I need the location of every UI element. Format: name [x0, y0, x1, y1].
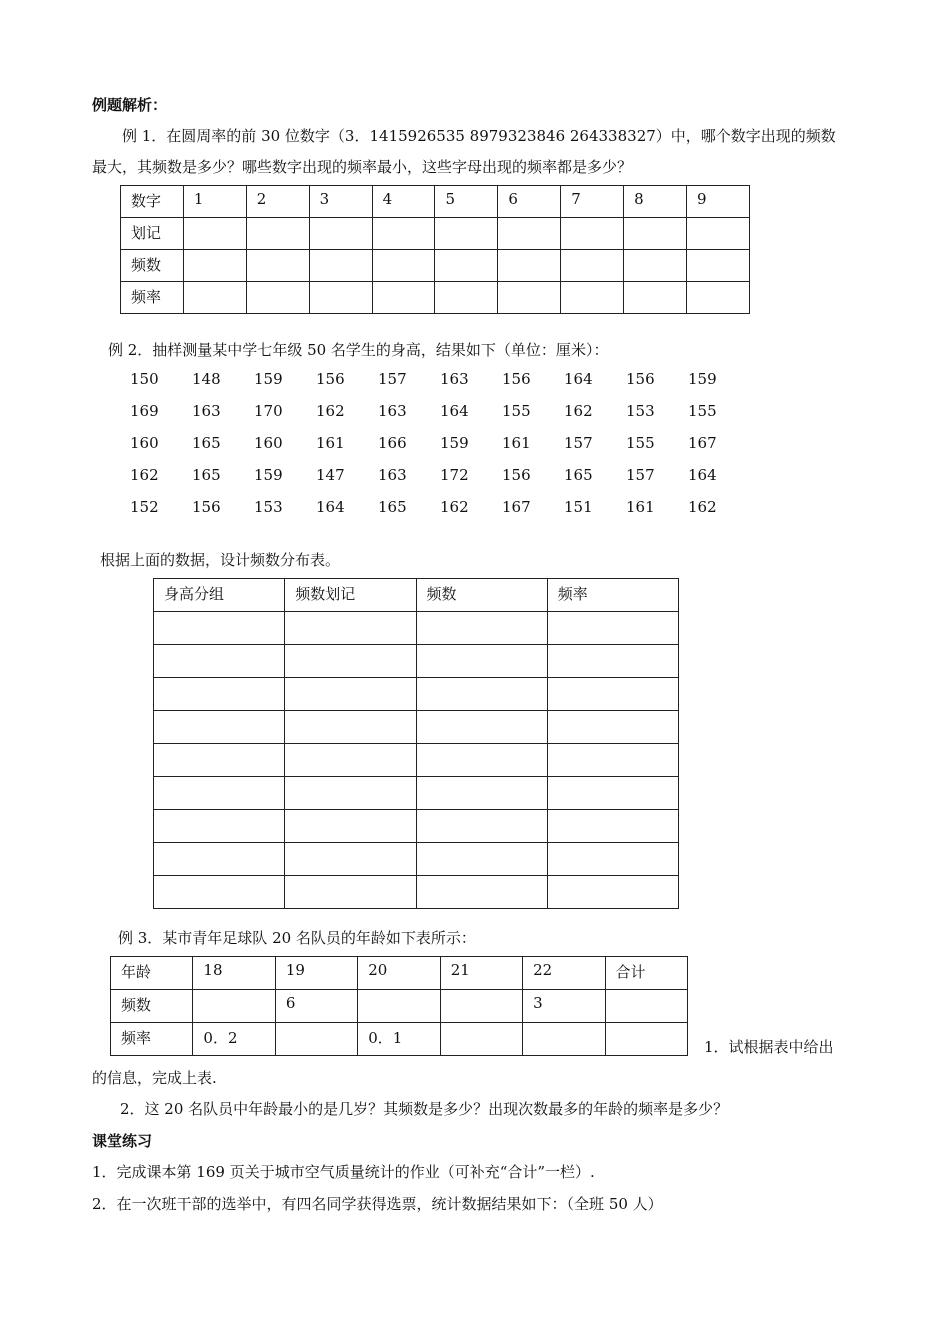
height-value: 172: [440, 466, 469, 484]
table-cell[interactable]: [154, 744, 285, 777]
table-cell[interactable]: [372, 282, 435, 314]
height-value: 156: [502, 466, 531, 484]
table-cell[interactable]: [246, 250, 309, 282]
height-value: 162: [440, 498, 469, 516]
height-value: 156: [316, 370, 345, 388]
table-cell[interactable]: [547, 711, 678, 744]
table-cell[interactable]: [285, 876, 416, 909]
height-value: 152: [130, 498, 159, 516]
height-value: 165: [378, 498, 407, 516]
height-value: 150: [130, 370, 159, 388]
height-value: 148: [192, 370, 221, 388]
table-cell[interactable]: [154, 678, 285, 711]
table-row: [111, 990, 688, 1023]
table-row: [121, 250, 750, 282]
table-cell[interactable]: [561, 218, 624, 250]
table-cell[interactable]: [605, 1023, 687, 1056]
table-cell[interactable]: [440, 1023, 522, 1056]
example1-line2: 最大，其频数是多少？哪些数字出现的频率最小，这些字母出现的频率都是多少？: [92, 158, 633, 176]
table-cell[interactable]: [154, 777, 285, 810]
table-cell: 1: [183, 186, 246, 218]
table-cell[interactable]: [183, 282, 246, 314]
height-value: 157: [626, 466, 655, 484]
height-value: 164: [688, 466, 717, 484]
table-cell[interactable]: [246, 282, 309, 314]
table-cell[interactable]: [285, 810, 416, 843]
table-cell: 频数划记: [285, 579, 416, 612]
table-cell[interactable]: [285, 612, 416, 645]
table-cell: 0．2: [193, 1023, 275, 1056]
height-value: 155: [626, 434, 655, 452]
table-cell[interactable]: [309, 218, 372, 250]
example2-instruction: 根据上面的数据，设计频数分布表。: [100, 551, 341, 569]
height-value: 166: [378, 434, 407, 452]
table-cell[interactable]: [154, 876, 285, 909]
table-cell[interactable]: [498, 250, 561, 282]
table-cell[interactable]: [154, 612, 285, 645]
table-cell[interactable]: [416, 645, 547, 678]
height-data-grid: [130, 370, 750, 530]
table-cell[interactable]: [358, 990, 440, 1023]
height-value: 162: [316, 402, 345, 420]
table-cell[interactable]: [547, 843, 678, 876]
table-row: [111, 957, 688, 990]
table-cell[interactable]: [416, 678, 547, 711]
height-value: 157: [378, 370, 407, 388]
table-cell: 合计: [605, 957, 687, 990]
table-cell: 19: [275, 957, 357, 990]
height-value: 167: [502, 498, 531, 516]
table-cell[interactable]: [624, 218, 687, 250]
height-value: 153: [254, 498, 283, 516]
table-cell: 8: [624, 186, 687, 218]
table-row: [154, 645, 679, 678]
table-cell[interactable]: [285, 678, 416, 711]
height-value: 147: [316, 466, 345, 484]
height-value: 161: [316, 434, 345, 452]
table-cell[interactable]: [498, 218, 561, 250]
table-cell[interactable]: [547, 645, 678, 678]
table-cell[interactable]: [547, 810, 678, 843]
practice-item-1: 1．完成课本第 169 页关于城市空气质量统计的作业（可补充“合计”一栏）.: [92, 1163, 595, 1181]
table-cell: 3: [523, 990, 605, 1023]
height-value: 162: [688, 498, 717, 516]
table-cell: 频率: [111, 1023, 193, 1056]
table-cell[interactable]: [523, 1023, 605, 1056]
table-cell: 划记: [121, 218, 184, 250]
height-frequency-table: [153, 578, 679, 909]
table-cell[interactable]: [547, 612, 678, 645]
table-cell[interactable]: [193, 990, 275, 1023]
table-row: [154, 612, 679, 645]
height-value: 161: [502, 434, 531, 452]
table-cell[interactable]: [246, 218, 309, 250]
table-cell[interactable]: [285, 843, 416, 876]
table-cell[interactable]: [547, 777, 678, 810]
table-cell: 9: [687, 186, 750, 218]
table-cell[interactable]: [372, 250, 435, 282]
table-cell[interactable]: [624, 250, 687, 282]
height-value: 159: [254, 370, 283, 388]
height-value: 153: [626, 402, 655, 420]
table-cell: 频数: [111, 990, 193, 1023]
table-cell[interactable]: [416, 810, 547, 843]
table-cell[interactable]: [285, 645, 416, 678]
height-row: [130, 498, 750, 530]
table-cell[interactable]: [687, 250, 750, 282]
table-row: [154, 744, 679, 777]
height-value: 160: [130, 434, 159, 452]
table-cell[interactable]: [154, 810, 285, 843]
table-row: [154, 876, 679, 909]
age-frequency-table: [110, 956, 688, 1056]
table-row: [154, 843, 679, 876]
table-cell[interactable]: [275, 1023, 357, 1056]
height-value: 162: [130, 466, 159, 484]
height-value: 164: [440, 402, 469, 420]
height-value: 170: [254, 402, 283, 420]
example3-intro: 例 3．某市青年足球队 20 名队员的年龄如下表所示：: [118, 929, 476, 947]
table-cell[interactable]: [547, 678, 678, 711]
height-value: 156: [192, 498, 221, 516]
table-cell[interactable]: [547, 876, 678, 909]
table-cell[interactable]: [285, 711, 416, 744]
table-cell[interactable]: [416, 843, 547, 876]
table-cell[interactable]: [624, 282, 687, 314]
example1-digit-table: [120, 185, 750, 314]
table-cell: 22: [523, 957, 605, 990]
table-cell: 6: [498, 186, 561, 218]
height-value: 159: [688, 370, 717, 388]
table-cell[interactable]: [416, 876, 547, 909]
table-row: [154, 810, 679, 843]
height-value: 155: [688, 402, 717, 420]
section-heading-examples: 例题解析：: [92, 96, 168, 114]
table-cell[interactable]: [416, 744, 547, 777]
table-cell[interactable]: [285, 777, 416, 810]
table-row: [121, 218, 750, 250]
table-cell[interactable]: [183, 250, 246, 282]
table-cell[interactable]: [154, 645, 285, 678]
table-cell: 4: [372, 186, 435, 218]
example2-intro: 例 2．抽样测量某中学七年级 50 名学生的身高，结果如下（单位：厘米）：: [108, 341, 609, 359]
height-value: 164: [316, 498, 345, 516]
height-value: 165: [564, 466, 593, 484]
height-value: 162: [564, 402, 593, 420]
height-value: 159: [254, 466, 283, 484]
example3-question2: 2．这 20 名队员中年龄最小的是几岁？其频数是多少？出现次数最多的年龄的频率是多少？: [120, 1100, 729, 1118]
table-cell: 频数: [416, 579, 547, 612]
table-cell[interactable]: [154, 843, 285, 876]
example3-question1-start: 1．试根据表中给出: [704, 1038, 834, 1056]
table-row: [121, 282, 750, 314]
height-row: [130, 434, 750, 466]
height-value: 167: [688, 434, 717, 452]
height-value: 165: [192, 466, 221, 484]
table-cell[interactable]: [605, 990, 687, 1023]
example3-question1-end: 的信息，完成上表.: [92, 1069, 217, 1087]
table-cell[interactable]: [498, 282, 561, 314]
example1-line1: 例 1．在圆周率的前 30 位数字（3．1415926535 8979323846 264338327）中，哪个数字出现的频数: [122, 127, 836, 145]
table-row: [154, 711, 679, 744]
table-cell[interactable]: [372, 218, 435, 250]
section-heading-practice: 课堂练习: [92, 1132, 153, 1150]
height-row: [130, 370, 750, 402]
table-cell: 6: [275, 990, 357, 1023]
table-cell[interactable]: [547, 744, 678, 777]
height-value: 157: [564, 434, 593, 452]
table-cell[interactable]: [435, 282, 498, 314]
height-value: 165: [192, 434, 221, 452]
table-cell: 数字: [121, 186, 184, 218]
table-cell[interactable]: [561, 282, 624, 314]
table-row: [154, 777, 679, 810]
table-cell[interactable]: [440, 990, 522, 1023]
table-cell[interactable]: [435, 218, 498, 250]
height-value: 163: [378, 466, 407, 484]
table-cell[interactable]: [309, 282, 372, 314]
height-value: 169: [130, 402, 159, 420]
table-cell[interactable]: [416, 612, 547, 645]
table-cell: 5: [435, 186, 498, 218]
height-row: [130, 466, 750, 498]
table-row: [111, 1023, 688, 1056]
table-cell: 年龄: [111, 957, 193, 990]
table-cell: 0．1: [358, 1023, 440, 1056]
height-value: 159: [440, 434, 469, 452]
table-cell[interactable]: [561, 250, 624, 282]
height-value: 155: [502, 402, 531, 420]
table-cell: 频率: [547, 579, 678, 612]
height-value: 164: [564, 370, 593, 388]
height-value: 163: [378, 402, 407, 420]
height-value: 163: [192, 402, 221, 420]
height-value: 161: [626, 498, 655, 516]
table-cell: 频率: [121, 282, 184, 314]
table-cell: 18: [193, 957, 275, 990]
table-row: [121, 186, 750, 218]
practice-item-2: 2．在一次班干部的选举中，有四名同学获得选票，统计数据结果如下：（全班 50 人）: [92, 1195, 663, 1213]
table-cell: 频数: [121, 250, 184, 282]
height-value: 151: [564, 498, 593, 516]
table-cell: 身高分组: [154, 579, 285, 612]
table-cell: 20: [358, 957, 440, 990]
table-cell: 2: [246, 186, 309, 218]
table-cell[interactable]: [416, 777, 547, 810]
table-cell[interactable]: [285, 744, 416, 777]
table-cell: 21: [440, 957, 522, 990]
table-cell[interactable]: [435, 250, 498, 282]
height-value: 156: [626, 370, 655, 388]
table-cell[interactable]: [687, 282, 750, 314]
height-row: [130, 402, 750, 434]
table-row: [154, 579, 679, 612]
height-value: 160: [254, 434, 283, 452]
height-value: 163: [440, 370, 469, 388]
table-cell[interactable]: [154, 711, 285, 744]
table-cell[interactable]: [416, 711, 547, 744]
table-cell[interactable]: [309, 250, 372, 282]
table-cell[interactable]: [183, 218, 246, 250]
table-cell: 3: [309, 186, 372, 218]
table-cell: 7: [561, 186, 624, 218]
table-cell[interactable]: [687, 218, 750, 250]
height-value: 156: [502, 370, 531, 388]
table-row: [154, 678, 679, 711]
